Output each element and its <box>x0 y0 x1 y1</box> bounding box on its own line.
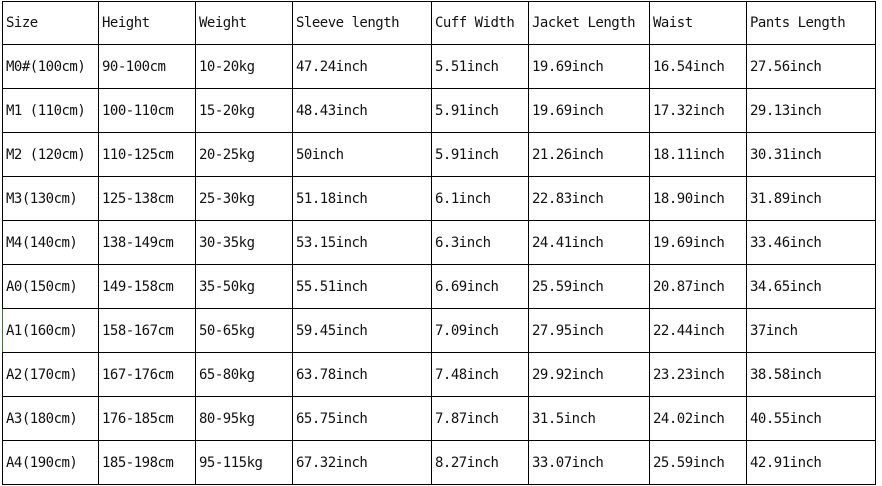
cell-size: M0#(100cm) <box>3 45 99 89</box>
cell-sleeve-length: 50inch <box>293 133 432 177</box>
cell-height: 125-138cm <box>99 177 196 221</box>
cell-weight: 50-65kg <box>196 309 293 353</box>
cell-waist: 17.32inch <box>650 89 747 133</box>
cell-size: A4(190cm) <box>3 441 99 485</box>
cell-weight: 65-80kg <box>196 353 293 397</box>
cell-sleeve-length: 59.45inch <box>293 309 432 353</box>
cell-pants-length: 34.65inch <box>747 265 876 309</box>
cell-weight: 35-50kg <box>196 265 293 309</box>
cell-jacket-length: 22.83inch <box>529 177 650 221</box>
cell-jacket-length: 19.69inch <box>529 89 650 133</box>
cell-weight: 30-35kg <box>196 221 293 265</box>
cell-waist: 19.69inch <box>650 221 747 265</box>
cell-weight: 80-95kg <box>196 397 293 441</box>
cell-pants-length: 30.31inch <box>747 133 876 177</box>
cell-cuff-width: 7.48inch <box>432 353 529 397</box>
cell-size: A0(150cm) <box>3 265 99 309</box>
cell-height: 176-185cm <box>99 397 196 441</box>
size-chart-body <box>3 2 876 485</box>
table-row <box>3 45 876 89</box>
cell-jacket-length: 25.59inch <box>529 265 650 309</box>
cell-weight: 20-25kg <box>196 133 293 177</box>
cell-weight: 25-30kg <box>196 177 293 221</box>
table-row <box>3 177 876 221</box>
cell-sleeve-length: 55.51inch <box>293 265 432 309</box>
cell-sleeve-length: 67.32inch <box>293 441 432 485</box>
cell-height: 100-110cm <box>99 89 196 133</box>
cell-cuff-width: 6.1inch <box>432 177 529 221</box>
cell-waist: 16.54inch <box>650 45 747 89</box>
cell-height: 138-149cm <box>99 221 196 265</box>
cell-jacket-length: 27.95inch <box>529 309 650 353</box>
cell-height: 90-100cm <box>99 45 196 89</box>
cell-cuff-width: 6.3inch <box>432 221 529 265</box>
cell-size: A1(160cm) <box>3 309 99 353</box>
cell-cuff-width: 7.09inch <box>432 309 529 353</box>
cell-size: M3(130cm) <box>3 177 99 221</box>
header-cell-cuff-width: Cuff Width <box>432 2 529 45</box>
header-cell-pants-length: Pants Length <box>747 2 876 45</box>
cell-size: A3(180cm) <box>3 397 99 441</box>
cell-size: A2(170cm) <box>3 353 99 397</box>
cell-pants-length: 38.58inch <box>747 353 876 397</box>
size-chart-table <box>2 1 876 485</box>
cell-sleeve-length: 63.78inch <box>293 353 432 397</box>
table-row <box>3 309 876 353</box>
cell-jacket-length: 21.26inch <box>529 133 650 177</box>
cell-cuff-width: 7.87inch <box>432 397 529 441</box>
cell-size: M4(140cm) <box>3 221 99 265</box>
cell-height: 149-158cm <box>99 265 196 309</box>
cell-pants-length: 29.13inch <box>747 89 876 133</box>
cell-jacket-length: 33.07inch <box>529 441 650 485</box>
cell-waist: 22.44inch <box>650 309 747 353</box>
header-cell-sleeve-length: Sleeve length <box>293 2 432 45</box>
cell-waist: 18.11inch <box>650 133 747 177</box>
cell-size: M1 (110cm) <box>3 89 99 133</box>
cell-jacket-length: 24.41inch <box>529 221 650 265</box>
cell-waist: 23.23inch <box>650 353 747 397</box>
table-row <box>3 133 876 177</box>
cell-jacket-length: 29.92inch <box>529 353 650 397</box>
cell-pants-length: 27.56inch <box>747 45 876 89</box>
table-row <box>3 89 876 133</box>
cell-cuff-width: 5.51inch <box>432 45 529 89</box>
cell-cuff-width: 8.27inch <box>432 441 529 485</box>
cell-sleeve-length: 51.18inch <box>293 177 432 221</box>
cell-weight: 95-115kg <box>196 441 293 485</box>
table-row <box>3 441 876 485</box>
header-cell-waist: Waist <box>650 2 747 45</box>
cell-weight: 10-20kg <box>196 45 293 89</box>
cell-sleeve-length: 53.15inch <box>293 221 432 265</box>
cell-sleeve-length: 65.75inch <box>293 397 432 441</box>
cell-pants-length: 33.46inch <box>747 221 876 265</box>
header-cell-weight: Weight <box>196 2 293 45</box>
cell-waist: 25.59inch <box>650 441 747 485</box>
cell-jacket-length: 19.69inch <box>529 45 650 89</box>
cell-cuff-width: 5.91inch <box>432 133 529 177</box>
cell-pants-length: 37inch <box>747 309 876 353</box>
cell-size: M2 (120cm) <box>3 133 99 177</box>
cell-height: 185-198cm <box>99 441 196 485</box>
header-row <box>3 2 876 45</box>
table-row <box>3 397 876 441</box>
cell-waist: 20.87inch <box>650 265 747 309</box>
cell-cuff-width: 5.91inch <box>432 89 529 133</box>
cell-jacket-length: 31.5inch <box>529 397 650 441</box>
cell-sleeve-length: 47.24inch <box>293 45 432 89</box>
header-cell-jacket-length: Jacket Length <box>529 2 650 45</box>
header-cell-height: Height <box>99 2 196 45</box>
table-row <box>3 353 876 397</box>
cell-pants-length: 42.91inch <box>747 441 876 485</box>
cell-waist: 18.90inch <box>650 177 747 221</box>
table-row <box>3 265 876 309</box>
cell-height: 158-167cm <box>99 309 196 353</box>
cell-pants-length: 31.89inch <box>747 177 876 221</box>
table-row <box>3 221 876 265</box>
header-cell-size: Size <box>3 2 99 45</box>
cell-waist: 24.02inch <box>650 397 747 441</box>
cell-height: 110-125cm <box>99 133 196 177</box>
cell-pants-length: 40.55inch <box>747 397 876 441</box>
cell-sleeve-length: 48.43inch <box>293 89 432 133</box>
cell-weight: 15-20kg <box>196 89 293 133</box>
cell-cuff-width: 6.69inch <box>432 265 529 309</box>
cell-height: 167-176cm <box>99 353 196 397</box>
